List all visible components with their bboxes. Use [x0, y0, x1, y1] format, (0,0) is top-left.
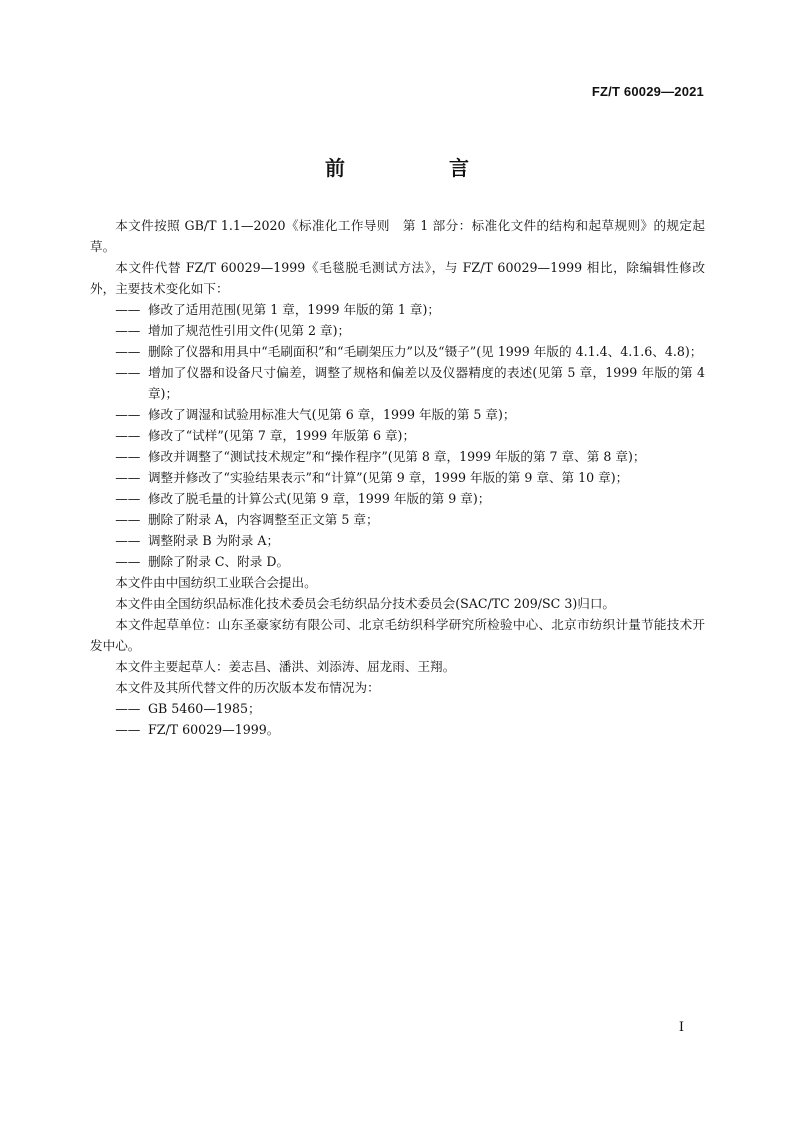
change-item-text: 调整附录 B 为附录 A； — [147, 533, 280, 548]
history-item-text: FZ/T 60029—1999。 — [147, 722, 280, 737]
standard-code: FZ/T 60029—2021 — [591, 84, 704, 99]
change-item — [90, 299, 705, 320]
paragraph-drafting-units: 本文件起草单位：山东圣豪家纺有限公司、北京毛纺织科学研究所检验中心、北京市纺织计量节能技术开发中心。 — [90, 617, 705, 653]
change-item — [90, 467, 705, 488]
change-item — [90, 509, 705, 530]
dash-marker: —— — [115, 701, 141, 716]
change-item-text: 调整并修改了“实验结果表示”和“计算”(见第 9 章，1999 年版的第 9 章、第 10 章)； — [147, 470, 629, 485]
foreword-body — [90, 215, 705, 740]
dash-marker: —— — [115, 470, 141, 485]
dash-marker: —— — [115, 407, 141, 422]
change-item — [90, 551, 705, 572]
change-item-text: 修改并调整了“测试技术规定”和“操作程序”(见第 8 章，1999 年版的第 7 章、第 8 章)； — [147, 449, 646, 464]
paragraph-proposer: 本文件由中国纺织工业联合会提出。 — [115, 575, 317, 590]
paragraph-drafters: 本文件主要起草人：姜志昌、潘洪、刘添涛、屈龙雨、王翔。 — [115, 659, 456, 674]
change-item — [90, 362, 705, 404]
change-item-text: 删除了附录 C、附录 D。 — [147, 554, 290, 569]
history-item-text: GB 5460—1985； — [147, 701, 261, 716]
change-item-text: 增加了仪器和设备尺寸偏差，调整了规格和偏差以及仪器精度的表述(见第 5 章，1999 年版的第 4 章)； — [147, 365, 705, 401]
change-item — [90, 425, 705, 446]
change-item-text: 增加了规范性引用文件(见第 2 章)； — [147, 323, 351, 338]
dash-marker: —— — [115, 365, 141, 380]
dash-marker: —— — [115, 302, 141, 317]
change-item-text: 修改了“试样”(见第 7 章，1999 年版第 6 章)； — [147, 428, 416, 443]
dash-marker: —— — [115, 722, 141, 737]
dash-marker: —— — [115, 554, 141, 569]
paragraph-committee: 本文件由全国纺织品标准化技术委员会毛纺织品分技术委员会(SAC/TC 209/SC 3)归口。 — [115, 596, 616, 611]
dash-marker: —— — [115, 491, 141, 506]
change-item — [90, 446, 705, 467]
dash-marker: —— — [115, 344, 141, 359]
change-item-text: 修改了适用范围(见第 1 章，1999 年版的第 1 章)； — [147, 302, 440, 317]
dash-marker: —— — [115, 449, 141, 464]
dash-marker: —— — [115, 428, 141, 443]
change-item — [90, 488, 705, 509]
change-item — [90, 404, 705, 425]
change-item-text: 删除了附录 A，内容调整至正文第 5 章； — [147, 512, 379, 527]
paragraph-drafting-rules: 本文件按照 GB/T 1.1—2020《标准化工作导则 第 1 部分：标准化文件的结构和起草规则》的规定起草。 — [90, 218, 705, 254]
dash-marker: —— — [115, 512, 141, 527]
page-number: I — [678, 1020, 684, 1035]
change-item — [90, 320, 705, 341]
change-item-text: 删除了仪器和用具中“毛刷面积”和“毛刷架压力”以及“镊子”(见 1999 年版的 4.1.4、4.1.6、4.8)； — [147, 344, 703, 359]
page-title: 前 言 — [325, 156, 511, 180]
history-item — [90, 698, 705, 719]
paragraph-replacement: 本文件代替 FZ/T 60029—1999《毛毯脱毛测试方法》，与 FZ/T 60029—1999 相比，除编辑性修改外，主要技术变化如下： — [90, 260, 705, 296]
change-item — [90, 341, 705, 362]
change-item-text: 修改了脱毛量的计算公式(见第 9 章，1999 年版的第 9 章)； — [147, 491, 491, 506]
history-item — [90, 719, 705, 740]
paragraph-history-intro: 本文件及其所代替文件的历次版本发布情况为： — [115, 680, 380, 695]
change-item — [90, 530, 705, 551]
change-item-text: 修改了调湿和试验用标准大气(见第 6 章，1999 年版的第 5 章)； — [147, 407, 516, 422]
dash-marker: —— — [115, 533, 141, 548]
dash-marker: —— — [115, 323, 141, 338]
